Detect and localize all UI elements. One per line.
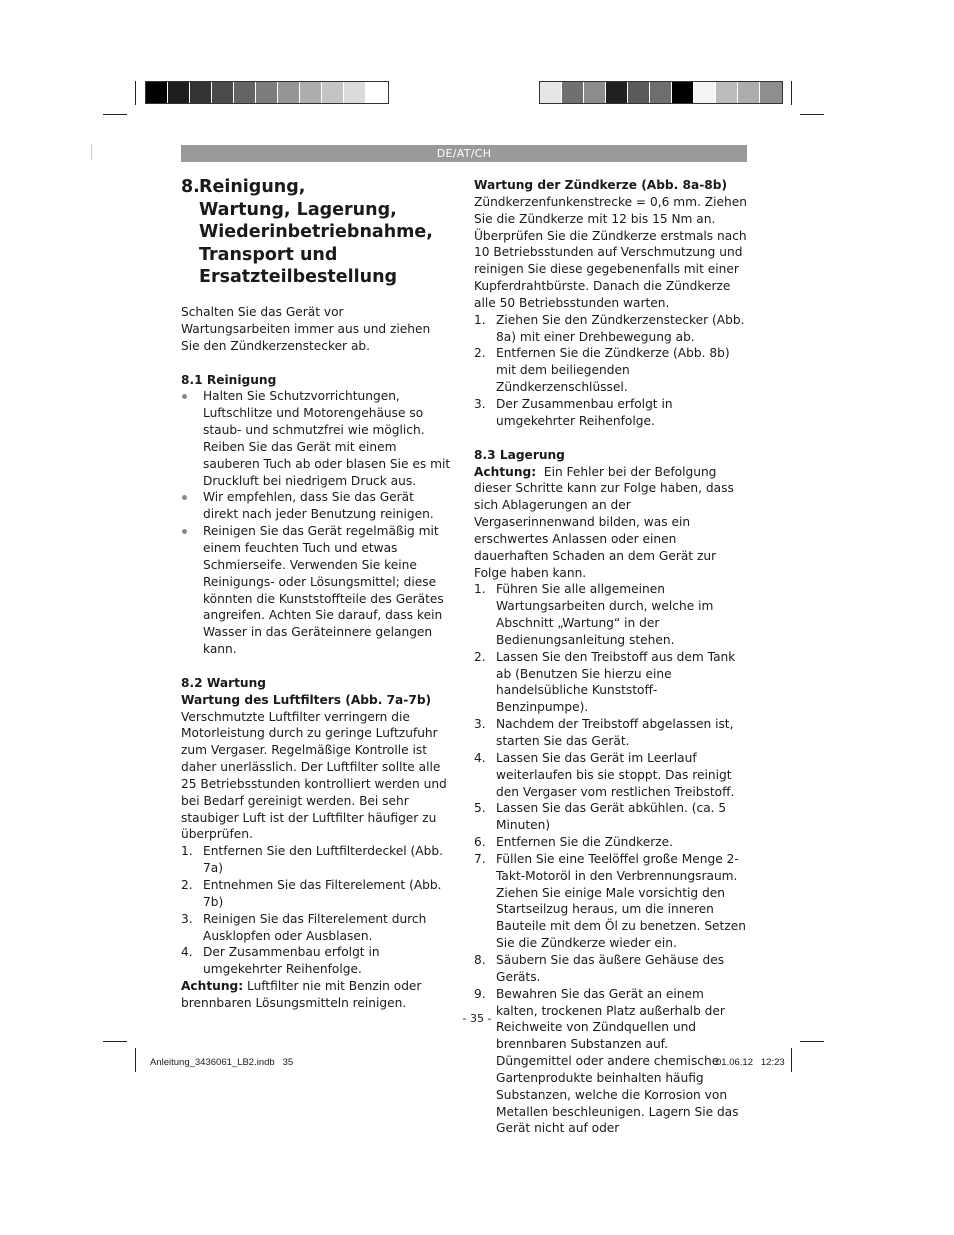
crop-mark (791, 81, 792, 105)
color-swatch (738, 82, 760, 103)
list-item: Halten Sie Schutzvorrichtungen, Luftschlitze und Motorengehäuse so staub- und schmutzfrei wie möglich. Reiben Sie das Gerät mit einem sauberen Tuch ab oder blasen Sie es mit Druckluft bei niedrigem Druck aus. (181, 388, 452, 489)
color-swatch (760, 82, 782, 103)
section-title (181, 176, 481, 289)
list-item: 3. Reinigen Sie das Filterelement durch Ausklopfen oder Ausblasen. (181, 911, 427, 943)
list-item: 2. Entfernen Sie die Zündkerze (Abb. 8b) mit dem beiliegenden Zündkerzenschlüssel. (474, 346, 730, 395)
color-swatch (716, 82, 738, 103)
crop-mark (800, 114, 824, 115)
page-number: - 35 - (462, 1012, 492, 1025)
color-swatch (584, 82, 606, 103)
achtung-note: Achtung: Luftfilter nie mit Benzin oder brennbaren Lösungsmitteln reinigen. (181, 979, 422, 1010)
title-line: Ersatzteilbestellung (199, 267, 398, 287)
heading-lagerung: 8.3 Lagerung (474, 447, 565, 462)
heading-luftfilter: Wartung des Luftfilters (Abb. 7a-7b) (181, 692, 432, 707)
list-item: 4. Der Zusammenbau erfolgt in umgekehrter Reihenfolge. (181, 945, 380, 977)
right-column (474, 177, 747, 1137)
color-swatch (344, 82, 366, 103)
region-header: DE/AT/CH (181, 145, 747, 162)
list-item: 7. Füllen Sie eine Teelöffel große Menge 2-Takt-Motoröl in den Verbrennungsraum. Ziehen Sie einige Male vorsichtig den Startseilzug heraus, um die inneren Bauteile mit dem Öl zu benetzen. Setzen Sie die Zündkerze wieder ein. (474, 851, 746, 951)
footer-file: Anleitung_3436061_LB2.indb 35 (150, 1057, 294, 1068)
color-bar-left (145, 81, 389, 104)
color-swatch (540, 82, 562, 103)
list-item: Reinigen Sie das Gerät regelmäßig mit einem feuchten Tuch und etwas Schmierseife. Verwenden Sie keine Reinigungs- oder Lösungsmittel; diese könnten die Kunststoffteile des Gerätes angreifen. Achten Sie darauf, dass kein Wasser in das Geräteinnere gelangen kann. (181, 523, 452, 658)
list-item: 9. Bewahren Sie das Gerät an einem kalten, trockenen Platz außerhalb der Reichweite von Zündquellen und brennbaren Substanzen auf. Düngemittel oder andere chemische Gartenprodukte beinhalten häufig Substanzen, welche die Korrosion von Metallen beschleunigen. Lagern Sie das Gerät nicht auf oder (474, 986, 739, 1136)
bullet-icon (182, 529, 187, 534)
crop-mark (103, 114, 127, 115)
intro-text: Schalten Sie das Gerät vor Wartungsarbeiten immer aus und ziehen Sie den Zündkerzenstecker ab. (181, 305, 431, 353)
title-line: Wartung, Lagerung, (199, 199, 397, 220)
heading-zuendkerze: Wartung der Zündkerze (Abb. 8a-8b) (474, 178, 728, 192)
crop-mark (800, 1041, 824, 1042)
list-item: 3. Der Zusammenbau erfolgt in umgekehrter Reihenfolge. (474, 396, 673, 428)
color-swatch (366, 82, 388, 103)
crop-mark (135, 1048, 136, 1072)
list-item: 1. Entfernen Sie den Luftfilterdeckel (Abb. 7a) (181, 844, 443, 876)
heading-wartung: 8.2 Wartung (181, 675, 266, 690)
color-swatch (650, 82, 672, 103)
title-line: Wiederinbetriebnahme, (199, 222, 433, 242)
color-swatch (146, 82, 168, 103)
crop-mark (791, 1048, 792, 1072)
title-line: Transport und (199, 244, 338, 265)
crop-mark (135, 81, 136, 105)
zuendkerze-text: Zündkerzenfunkenstrecke = 0,6 mm. Ziehen Sie die Zündkerze mit 12 bis 15 Nm an. Überprüfen Sie die Zündkerze erstmals nach 10 Betriebsstunden auf Verschmutzung und reinigen Sie diese gegebenenfalls mit einer Kupferdrahtbürste. Danach die Zündkerze alle 50 Betriebsstunden warten. (474, 194, 747, 310)
color-swatch (256, 82, 278, 103)
lagerung-achtung: Achtung: Ein Fehler bei der Befolgung dieser Schritte kann zur Folge haben, dass sich Ablagerungen an der Vergaserinnenwand bilden, was ein erschwertes Anlassen oder einen dauerhaften Schaden an dem Gerät zur Folge haben kann. (474, 464, 734, 580)
color-swatch (628, 82, 650, 103)
color-swatch (212, 82, 234, 103)
heading-reinigung: 8.1 Reinigung (181, 372, 277, 387)
crop-mark (103, 1041, 127, 1042)
list-item: 1. Ziehen Sie den Zündkerzenstecker (Abb. 8a) mit einer Drehbewegung ab. (474, 312, 745, 344)
title-line: Reinigung, (199, 177, 306, 197)
color-swatch (278, 82, 300, 103)
list-item: 2. Lassen Sie den Treibstoff aus dem Tank ab (Benutzen Sie hierzu eine handelsübliche Kunststoff-Benzinpumpe). (474, 649, 736, 715)
list-item: 5. Lassen Sie das Gerät abkühlen. (ca. 5 Minuten) (474, 801, 727, 833)
left-column (181, 304, 452, 1012)
luftfilter-text: Verschmutzte Luftfilter verringern die Motorleistung durch zu geringe Luftzufuhr zum Vergaser. Regelmäßige Kontrolle ist daher unerlässlich. Der Luftfilter sollte alle 25 Betriebsstunden kontrolliert werden und bei Bedarf gereinigt werden. Bei sehr staubiger Luft ist der Luftfilter häufiger zu überprüfen. (181, 709, 447, 842)
list-item: 8. Säubern Sie das äußere Gehäuse des Geräts. (474, 952, 725, 984)
bullet-icon (182, 495, 187, 500)
list-item: 2. Entnehmen Sie das Filterelement (Abb. 7b) (181, 878, 442, 909)
color-swatch (168, 82, 190, 103)
section-number: 8. (181, 177, 200, 197)
list-item: 4. Lassen Sie das Gerät im Leerlauf weiterlaufen bis sie stoppt. Das reinigt den Vergaser vom restlichen Treibstoff. (474, 750, 735, 799)
list-item: 3. Nachdem der Treibstoff abgelassen ist, starten Sie das Gerät. (474, 717, 734, 748)
color-swatch (694, 82, 716, 103)
color-swatch (672, 82, 694, 103)
list-item: 6. Entfernen Sie die Zündkerze. (474, 835, 674, 850)
footer-date: 01.06.12 12:23 (716, 1057, 785, 1068)
color-swatch (300, 82, 322, 103)
list-item: 1. Führen Sie alle allgemeinen Wartungsarbeiten durch, welche im Abschnitt „Wartung“ in der Bedienungsanleitung stehen. (474, 582, 714, 647)
crop-mark (91, 144, 92, 160)
color-swatch (322, 82, 344, 103)
color-swatch (234, 82, 256, 103)
list-item: Wir empfehlen, dass Sie das Gerät direkt nach jeder Benutzung reinigen. (181, 489, 452, 523)
color-swatch (562, 82, 584, 103)
bullet-icon (182, 394, 187, 399)
color-swatch (190, 82, 212, 103)
color-swatch (606, 82, 628, 103)
color-bar-right (539, 81, 783, 104)
